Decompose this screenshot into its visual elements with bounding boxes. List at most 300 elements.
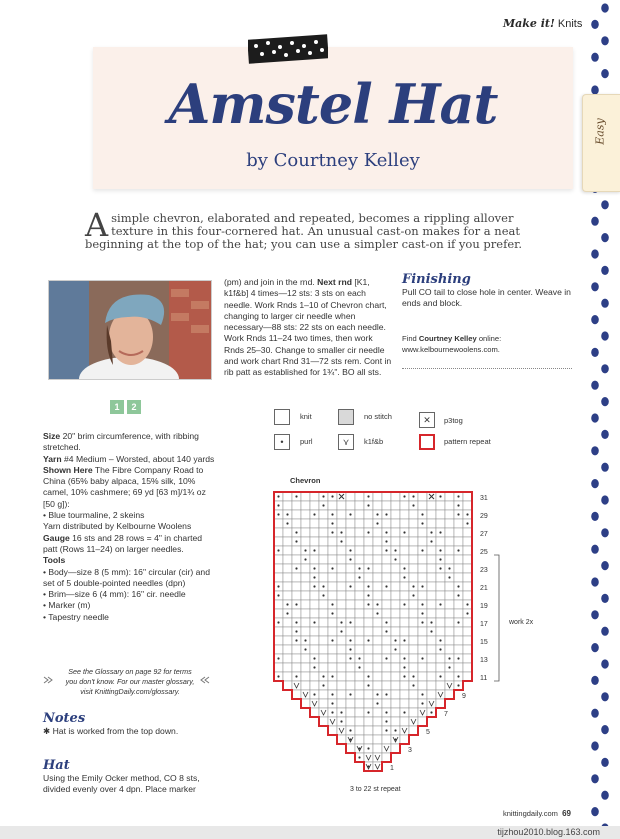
purl-dot <box>430 711 432 713</box>
chart-cell <box>337 564 346 573</box>
purl-dot <box>403 666 405 668</box>
purl-dot <box>421 621 423 623</box>
chart-cell <box>355 708 364 717</box>
chart-cell <box>283 582 292 591</box>
chart-cell <box>337 573 346 582</box>
legend-no-stitch-symbol <box>338 409 354 425</box>
chart-cell <box>301 744 310 753</box>
purl-dot <box>349 693 351 695</box>
chart-cell <box>319 546 328 555</box>
chart-cell <box>373 744 382 753</box>
purl-dot <box>331 675 333 677</box>
chart-cell <box>409 735 418 744</box>
chart-cell <box>355 762 364 771</box>
chart-cell <box>391 627 400 636</box>
purl-dot <box>349 513 351 515</box>
chart-cell <box>346 519 355 528</box>
chart-cell <box>409 699 418 708</box>
chart-cell <box>319 717 328 726</box>
chart-cell <box>346 699 355 708</box>
chart-cell <box>301 699 310 708</box>
chart-cell <box>391 699 400 708</box>
purl-dot <box>439 648 441 650</box>
purl-dot <box>367 567 369 569</box>
chart-cell <box>319 762 328 771</box>
chart-cell <box>274 717 283 726</box>
purl-dot <box>304 558 306 560</box>
chart-cell <box>391 492 400 501</box>
purl-dot <box>457 621 459 623</box>
chart-cell <box>310 627 319 636</box>
chart-cell <box>283 726 292 735</box>
chart-cell <box>310 717 319 726</box>
chart-cell <box>382 555 391 564</box>
purl-dot <box>466 522 468 524</box>
purl-dot <box>385 693 387 695</box>
chart-cell <box>436 717 445 726</box>
chart-cell <box>436 609 445 618</box>
chart-cell <box>436 627 445 636</box>
chart-cell <box>373 681 382 690</box>
chart-cell <box>364 627 373 636</box>
chart-cell <box>364 555 373 564</box>
chart-cell <box>310 735 319 744</box>
legend-p3tog-label: p3tog <box>444 416 463 425</box>
chart-cell <box>373 528 382 537</box>
chart-cell <box>409 573 418 582</box>
chart-cell <box>346 564 355 573</box>
chart-cell <box>409 663 418 672</box>
chart-cell <box>346 501 355 510</box>
purl-dot <box>349 639 351 641</box>
stripe-dot <box>591 20 599 29</box>
purl-dot <box>313 666 315 668</box>
chart-cell <box>454 735 463 744</box>
chart-cell <box>418 501 427 510</box>
purl-dot <box>322 594 324 596</box>
purl-dot <box>295 603 297 605</box>
chart-cell <box>409 690 418 699</box>
legend-no-stitch-label: no stitch <box>364 412 392 421</box>
purl-dot <box>340 540 342 542</box>
stripe-dot <box>591 610 599 619</box>
purl-dot <box>457 657 459 659</box>
chart-cell <box>301 609 310 618</box>
chart-cell <box>463 582 472 591</box>
chart-cell <box>391 744 400 753</box>
purl-dot <box>295 621 297 623</box>
chart-cell <box>283 663 292 672</box>
chart-cell <box>355 546 364 555</box>
chart-cell <box>373 501 382 510</box>
purl-dot <box>277 657 279 659</box>
purl-dot <box>286 603 288 605</box>
chart-cell <box>445 609 454 618</box>
purl-dot <box>322 585 324 587</box>
chart-cell <box>337 753 346 762</box>
chart-cell <box>400 717 409 726</box>
chart-cell <box>418 564 427 573</box>
chart-cell <box>346 717 355 726</box>
purl-dot <box>403 567 405 569</box>
chart-cell <box>400 645 409 654</box>
chart-cell <box>301 753 310 762</box>
chart-cell <box>418 636 427 645</box>
chart-cell <box>292 519 301 528</box>
chart-cell <box>292 726 301 735</box>
purl-dot <box>430 540 432 542</box>
chart-cell <box>355 537 364 546</box>
chart-cell <box>283 708 292 717</box>
purl-dot <box>412 585 414 587</box>
purl-dot <box>295 639 297 641</box>
purl-dot <box>340 621 342 623</box>
row-label: 17 <box>480 621 488 628</box>
chart-cell <box>337 510 346 519</box>
chart-cell <box>328 654 337 663</box>
chart-cell <box>400 537 409 546</box>
chart-cell <box>310 708 319 717</box>
chart-cell <box>274 645 283 654</box>
purl-dot <box>376 603 378 605</box>
chart-cell <box>400 681 409 690</box>
chart-cell <box>346 708 355 717</box>
chart-cell <box>274 636 283 645</box>
purl-dot <box>286 522 288 524</box>
chart-cell <box>310 555 319 564</box>
chart-cell <box>436 510 445 519</box>
chart-cell <box>436 744 445 753</box>
chart-cell <box>364 546 373 555</box>
stripe-dot <box>591 545 599 554</box>
purl-dot <box>376 513 378 515</box>
chart-cell <box>391 510 400 519</box>
stripe-dot <box>601 627 609 636</box>
purl-dot <box>349 648 351 650</box>
purl-dot <box>394 648 396 650</box>
section-header: Make it! Knits <box>503 17 583 30</box>
chart-cell <box>391 537 400 546</box>
chart-cell <box>355 726 364 735</box>
chart-cell <box>328 681 337 690</box>
purl-dot <box>421 513 423 515</box>
chart-cell <box>364 726 373 735</box>
row-label: 25 <box>480 549 488 556</box>
chart-cell <box>445 501 454 510</box>
legend-repeat-symbol <box>419 434 435 450</box>
chart-cell <box>274 555 283 564</box>
byline: by Courtney Kelley <box>246 150 420 171</box>
chart-cell <box>373 546 382 555</box>
chart-cell <box>400 591 409 600</box>
chart-cell <box>382 663 391 672</box>
purl-dot <box>304 639 306 641</box>
legend-k1fb-label: k1f&b <box>364 437 384 446</box>
chart-cell <box>400 690 409 699</box>
chart-cell <box>400 609 409 618</box>
chart-cell <box>274 627 283 636</box>
chart-cell <box>400 699 409 708</box>
stripe-dot <box>591 53 599 62</box>
purl-dot <box>349 585 351 587</box>
chart-cell <box>301 618 310 627</box>
chart-cell <box>301 672 310 681</box>
purl-dot <box>358 666 360 668</box>
chart-cell <box>427 609 436 618</box>
chart-cell <box>274 573 283 582</box>
chart-cell <box>274 726 283 735</box>
chevron-chart <box>270 488 515 798</box>
drop-cap: A <box>85 206 109 244</box>
chart-cell <box>418 537 427 546</box>
purl-dot <box>331 711 333 713</box>
chart-cell <box>418 591 427 600</box>
chart-cell <box>391 600 400 609</box>
chart-cell <box>400 762 409 771</box>
chart-cell <box>373 582 382 591</box>
stripe-dot <box>601 233 609 242</box>
chart-cell <box>283 636 292 645</box>
row-label: 11 <box>480 675 488 682</box>
purl-dot <box>295 495 297 497</box>
chart-cell <box>319 600 328 609</box>
chart-cell <box>382 699 391 708</box>
row-label: 9 <box>462 693 466 700</box>
stripe-dot <box>601 331 609 340</box>
chart-cell <box>373 555 382 564</box>
chart-cell <box>454 537 463 546</box>
chart-cell <box>283 690 292 699</box>
row-label: 23 <box>480 567 488 574</box>
chart-cell <box>346 753 355 762</box>
chart-cell <box>364 519 373 528</box>
glossary-note: See the Glossary on page 92 for terms you don't know. For our master glossary, visit KnittingDaily.com/glossary. <box>65 667 195 696</box>
chart-cell <box>436 591 445 600</box>
stripe-dot <box>591 217 599 226</box>
designer-info: Find Courtney Kelley online: www.kelbournewoolens.com. <box>402 334 502 355</box>
chart-cell <box>283 627 292 636</box>
chart-cell <box>301 528 310 537</box>
chart-cell <box>373 735 382 744</box>
chart-cell <box>373 492 382 501</box>
chart-cell <box>310 726 319 735</box>
stripe-dot <box>601 200 609 209</box>
chart-cell <box>328 726 337 735</box>
chart-cell <box>292 663 301 672</box>
chart-cell <box>400 510 409 519</box>
specifications: Size 20" brim circumference, with ribbing stretched. Yarn #4 Medium – Worsted, about 140 yards Shown Here The Fibre Company Road to China (65% baby alpaca, 15% silk, 10% camel, 10% cashmere; 69 yd [63 m]/1¾ oz [50 g]): • Blue tourmaline, 2 skeins Yarn distributed by Kelbourne Woolens Gauge 16 sts and 28 rows = 4" in charted patt (Rows 11–24) on larger needles. Tools • Body—size 8 (5 mm): 16" circular (cir) and set of 5 double-pointed needles (dpn) • Brim—size 6 (4 mm): 16" cir. needle • Marker (m) • Tapestry needle <box>43 431 215 622</box>
chart-cell <box>274 744 283 753</box>
chart-cell <box>319 555 328 564</box>
chart-cell <box>283 762 292 771</box>
chart-cell <box>373 672 382 681</box>
chart-cell <box>445 600 454 609</box>
chart-cell <box>346 672 355 681</box>
chart-cell <box>382 636 391 645</box>
purl-dot <box>340 531 342 533</box>
purl-dot <box>394 549 396 551</box>
chart-cell <box>445 762 454 771</box>
chart-cell <box>355 609 364 618</box>
chart-cell <box>319 663 328 672</box>
chart-cell <box>463 708 472 717</box>
chart-cell <box>346 663 355 672</box>
chart-cell <box>427 555 436 564</box>
chart-cell <box>310 681 319 690</box>
chart-cell <box>328 744 337 753</box>
chart-cell <box>445 528 454 537</box>
purl-dot <box>349 657 351 659</box>
purl-dot <box>439 531 441 533</box>
chart-cell <box>337 762 346 771</box>
chart-cell <box>292 762 301 771</box>
stripe-dot <box>591 413 599 422</box>
chart-cell <box>328 573 337 582</box>
chart-cell <box>454 645 463 654</box>
intro-paragraph: A simple chevron, elaborated and repeated, becomes a rippling allover texture in this four-cornered hat. An unusual cast-on makes for a neat beginning at the top of the hat; you can use a simpler cast-on if you prefer. <box>85 206 523 251</box>
chart-cell <box>319 519 328 528</box>
chart-cell <box>382 681 391 690</box>
purl-dot <box>331 531 333 533</box>
chart-cell <box>373 591 382 600</box>
purl-dot <box>295 540 297 542</box>
notes-item: ✱ Hat is worked from the top down. <box>43 726 179 736</box>
row-label: 21 <box>480 585 488 592</box>
chart-cell <box>427 501 436 510</box>
chart-cell <box>337 501 346 510</box>
chart-cell <box>445 555 454 564</box>
chart-cell <box>283 699 292 708</box>
chart-cell <box>463 618 472 627</box>
purl-dot <box>295 630 297 632</box>
stripe-dot <box>591 249 599 258</box>
chart-cell <box>427 753 436 762</box>
chart-cell <box>283 564 292 573</box>
stripe-dot <box>591 315 599 324</box>
chart-cell <box>337 591 346 600</box>
chart-cell <box>382 519 391 528</box>
purl-dot <box>367 504 369 506</box>
purl-dot <box>421 603 423 605</box>
purl-dot <box>394 729 396 731</box>
chart-cell <box>445 753 454 762</box>
chart-cell <box>463 699 472 708</box>
chart-cell <box>454 600 463 609</box>
chart-cell <box>283 618 292 627</box>
chart-cell <box>310 519 319 528</box>
legend-repeat-label: pattern repeat <box>444 437 491 446</box>
chart-cell <box>292 735 301 744</box>
chart-cell <box>319 537 328 546</box>
chart-cell <box>337 654 346 663</box>
chart-cell <box>463 573 472 582</box>
chart-cell <box>409 645 418 654</box>
chart-cell <box>409 510 418 519</box>
chart-cell <box>445 618 454 627</box>
chart-cell <box>436 753 445 762</box>
chart-cell <box>382 492 391 501</box>
chart-cell <box>328 618 337 627</box>
purl-dot <box>331 612 333 614</box>
chart-cell <box>319 636 328 645</box>
chart-cell <box>463 672 472 681</box>
chart-cell <box>364 735 373 744</box>
purl-dot <box>331 495 333 497</box>
hat-text: Using the Emily Ocker method, CO 8 sts, divided evenly over 4 dpn. Place marker <box>43 773 200 795</box>
chart-cell <box>382 501 391 510</box>
purl-dot <box>457 684 459 686</box>
chart-cell <box>319 654 328 663</box>
purl-dot <box>421 702 423 704</box>
chart-cell <box>283 672 292 681</box>
purl-dot <box>439 675 441 677</box>
chart-cell <box>436 537 445 546</box>
legend-knit-symbol <box>274 409 290 425</box>
chart-cell <box>391 672 400 681</box>
purl-dot <box>403 675 405 677</box>
chart-cell <box>373 564 382 573</box>
finishing-heading: Finishing <box>402 272 471 287</box>
chart-cell <box>310 609 319 618</box>
chart-cell <box>436 762 445 771</box>
purl-dot <box>439 495 441 497</box>
chart-cell <box>391 618 400 627</box>
chart-cell <box>337 609 346 618</box>
chart-cell <box>328 753 337 762</box>
chart-cell <box>391 663 400 672</box>
chart-cell <box>463 663 472 672</box>
stripe-dot <box>591 282 599 291</box>
chart-cell <box>409 708 418 717</box>
stripe-dot <box>601 299 609 308</box>
legend-p3tog-symbol: ✕ <box>419 412 435 428</box>
purl-dot <box>349 549 351 551</box>
chart-cell <box>373 717 382 726</box>
chart-cell <box>400 546 409 555</box>
purl-dot <box>322 675 324 677</box>
chart-cell <box>301 510 310 519</box>
chart-cell <box>337 690 346 699</box>
chart-cell <box>409 555 418 564</box>
chart-cell <box>427 564 436 573</box>
chart-cell <box>418 762 427 771</box>
chart-cell <box>400 735 409 744</box>
purl-dot <box>448 567 450 569</box>
chart-cell <box>400 627 409 636</box>
purl-dot <box>313 513 315 515</box>
chart-cell <box>391 501 400 510</box>
chart-cell <box>445 726 454 735</box>
finishing-text: Pull CO tail to close hole in center. Weave in ends and block. <box>402 287 571 309</box>
chart-repeat-label: work 2x <box>509 619 534 626</box>
chart-cell <box>319 726 328 735</box>
chart-cell <box>436 654 445 663</box>
purl-dot <box>304 648 306 650</box>
chart-cell <box>337 735 346 744</box>
chart-cell <box>454 573 463 582</box>
chart-cell <box>319 699 328 708</box>
chart-cell <box>328 582 337 591</box>
chart-cell <box>364 699 373 708</box>
chart-cell <box>292 645 301 654</box>
chart-cell <box>346 528 355 537</box>
chart-cell <box>310 591 319 600</box>
chart-cell <box>328 735 337 744</box>
purl-dot <box>367 585 369 587</box>
chart-cell <box>310 645 319 654</box>
chart-cell <box>391 528 400 537</box>
chart-cell <box>355 600 364 609</box>
